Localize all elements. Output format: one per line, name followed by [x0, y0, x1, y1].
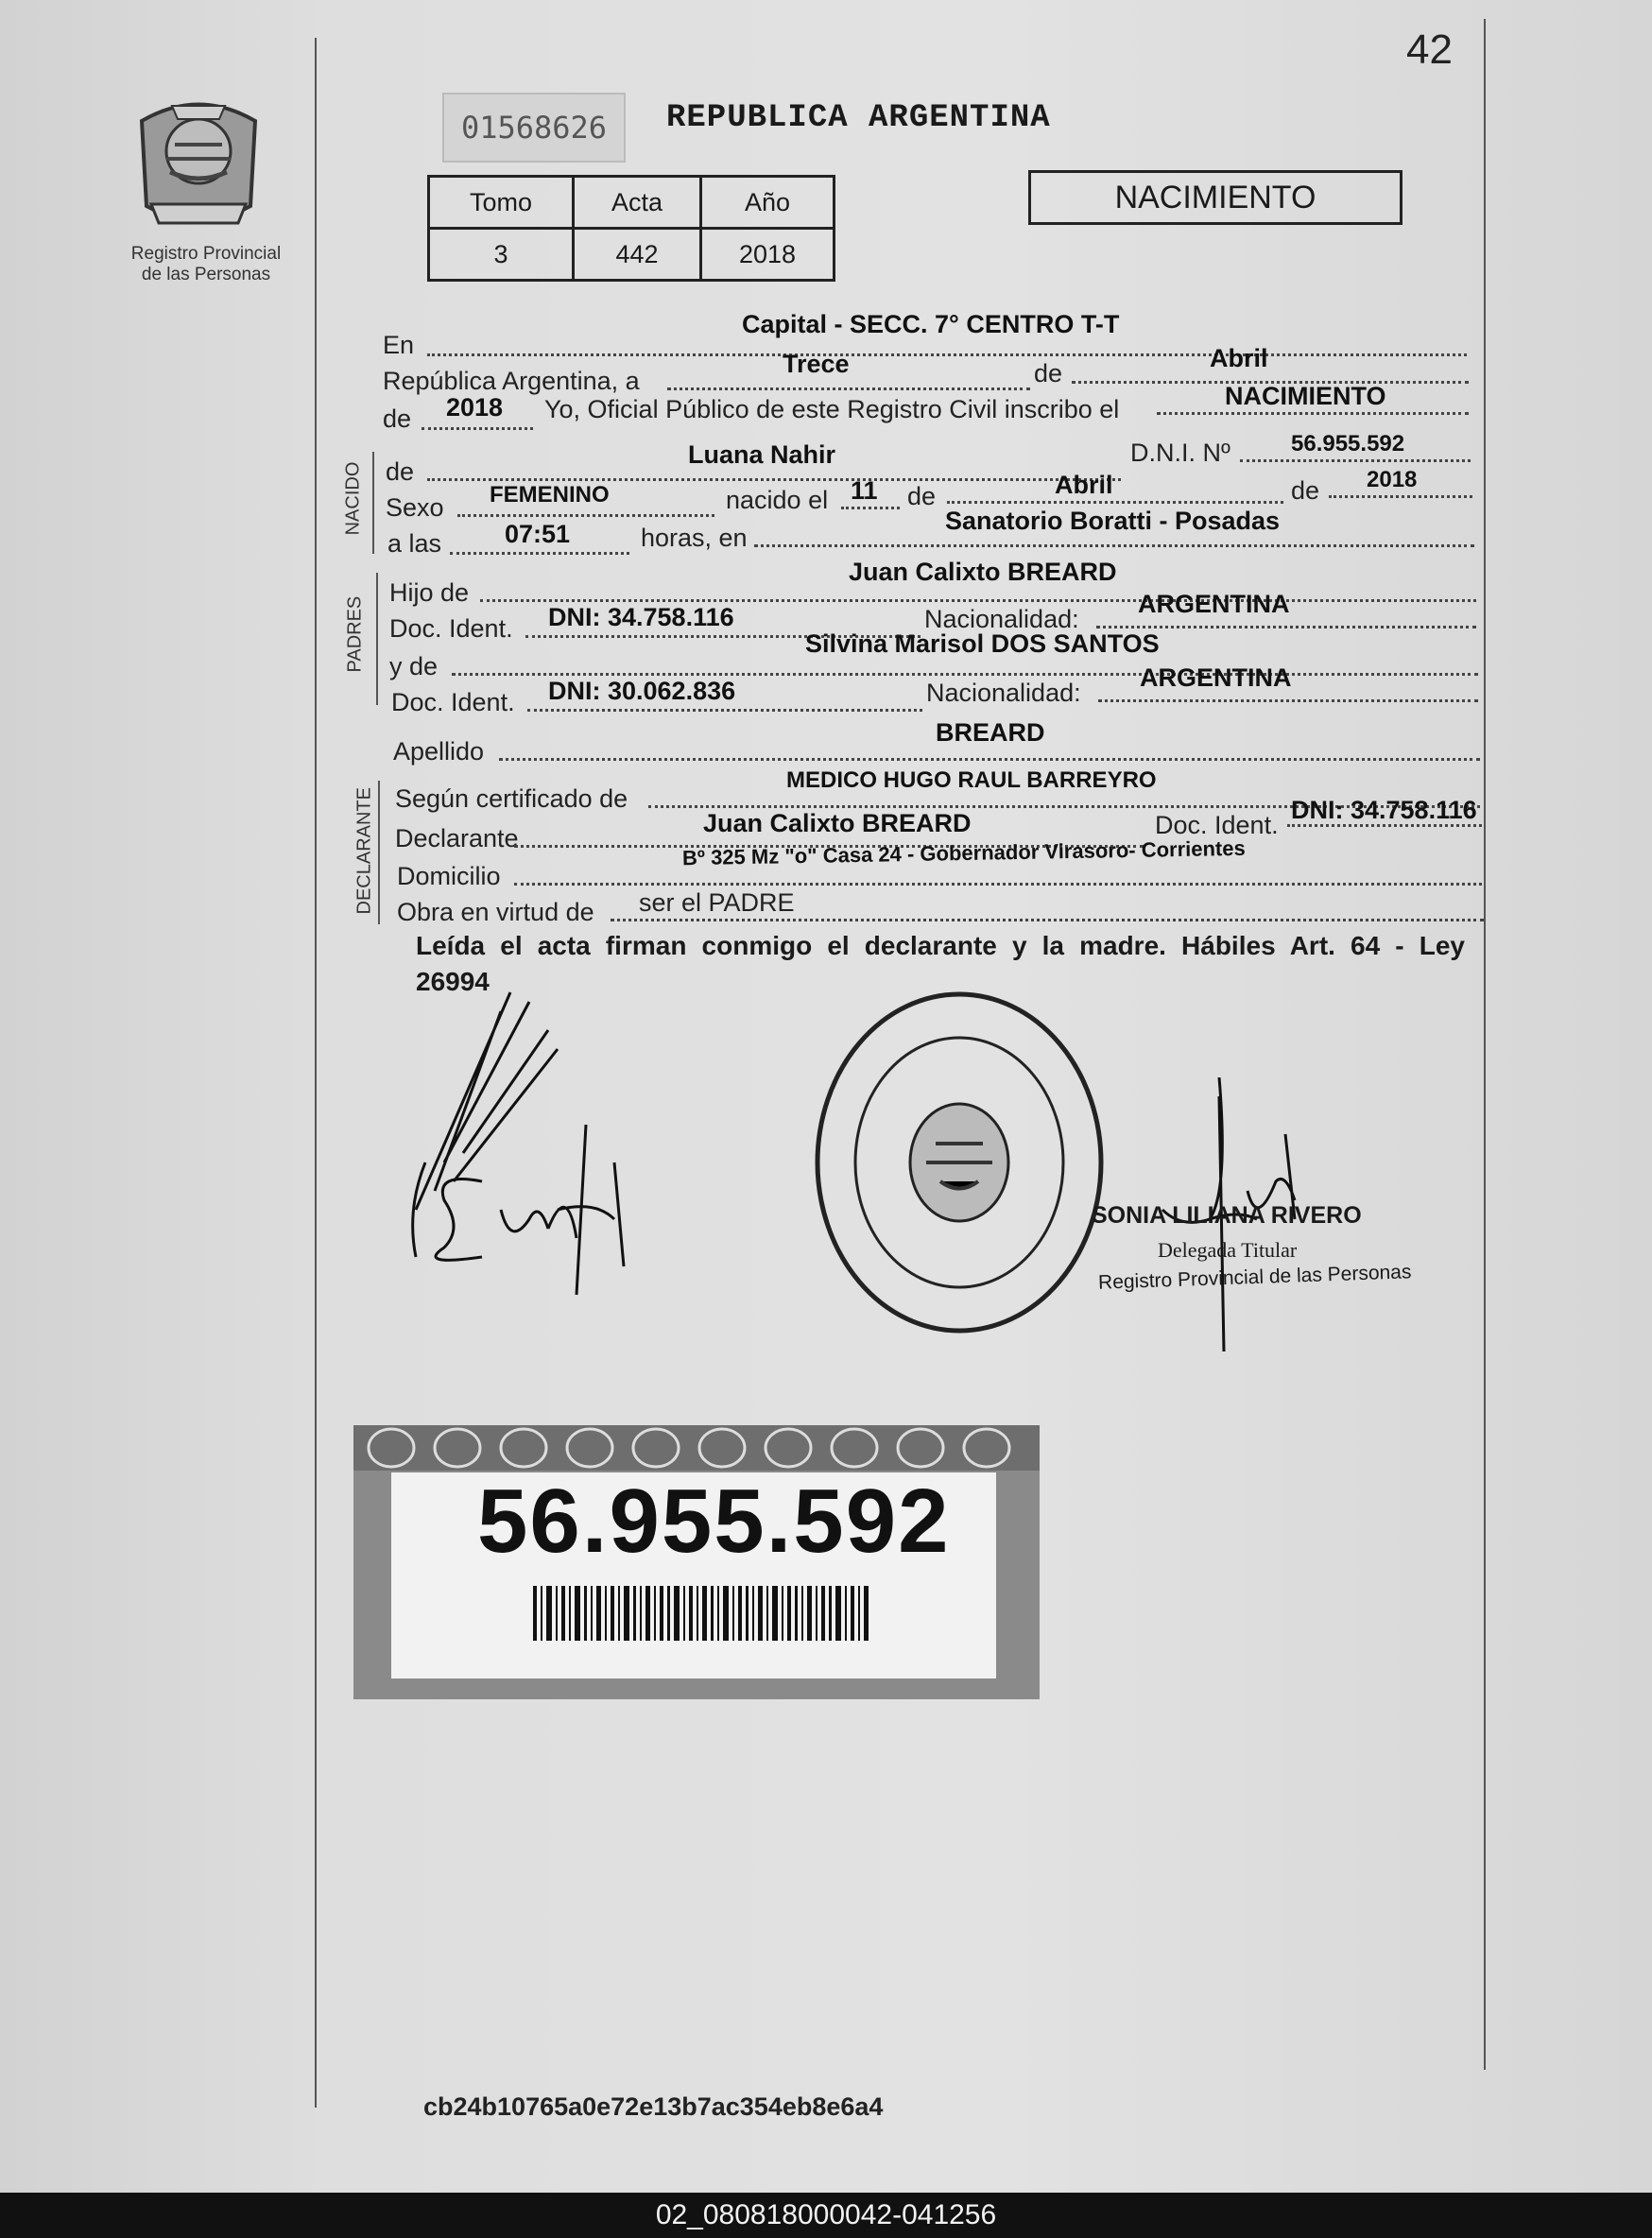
- document-hash: cb24b10765a0e72e13b7ac354eb8e6a4: [423, 2092, 884, 2121]
- tomo-value: 3: [429, 229, 574, 281]
- country-title: REPUBLICA ARGENTINA: [666, 100, 1051, 136]
- mother-signature: [425, 1125, 633, 1314]
- value-lugar-nac: Sanatorio Boratti - Posadas: [945, 507, 1281, 535]
- label-de-year: de: [383, 405, 412, 433]
- label-a-las: a las: [387, 529, 442, 558]
- dotted-line: [427, 478, 1121, 481]
- misiones-crest-emblem: [132, 93, 265, 234]
- value-padre-nac: ARGENTINA: [1138, 590, 1290, 618]
- label-padre-nacionalidad: Nacionalidad:: [924, 605, 1079, 633]
- label-declarante-doc: Doc. Ident.: [1155, 811, 1279, 839]
- value-nombre: Luana Nahir: [688, 440, 836, 469]
- dotted-line: [422, 427, 533, 430]
- value-madre: Silvina Marisol DOS SANTOS: [805, 629, 1160, 658]
- serial-number: 01568626: [442, 93, 626, 163]
- value-declarante-doc: DNI: 34.758.116: [1291, 796, 1477, 824]
- label-de: de: [1034, 359, 1063, 387]
- dotted-line: [754, 544, 1474, 547]
- value-anio: 2018: [446, 393, 504, 422]
- dotted-line: [499, 758, 1480, 761]
- label-horas-en: horas, en: [641, 524, 748, 552]
- stamp-dni-number: 56.955.592: [477, 1471, 951, 1572]
- signer-title: Delegada Titular: [1158, 1238, 1298, 1262]
- dotted-line: [841, 507, 900, 509]
- dotted-line: [450, 552, 629, 555]
- value-declarante: Juan Calixto BREARD: [703, 809, 972, 837]
- left-margin-rule: [315, 38, 317, 2108]
- label-yo-oficial: Yo, Oficial Público de este Registro Civil inscribo el: [544, 395, 1120, 423]
- label-obra-en-virtud: Obra en virtud de: [397, 898, 594, 926]
- dotted-line: [667, 387, 1030, 390]
- value-madre-doc: DNI: 30.062.836: [548, 677, 736, 705]
- value-obra: ser el PADRE: [639, 888, 795, 917]
- label-domicilio: Domicilio: [397, 862, 501, 890]
- tomo-header: Tomo: [429, 177, 574, 229]
- value-dia: Trece: [783, 350, 850, 378]
- dotted-line: [1287, 824, 1482, 827]
- label-padre-doc: Doc. Ident.: [389, 614, 513, 643]
- value-padre-doc: DNI: 34.758.116: [548, 603, 734, 631]
- side-label-declarante: DECLARANTE: [353, 787, 375, 915]
- dotted-line: [1329, 495, 1472, 498]
- dotted-line: [1096, 626, 1476, 628]
- label-madre-nacionalidad: Nacionalidad:: [926, 679, 1081, 707]
- value-sexo: FEMENINO: [490, 482, 610, 508]
- dotted-line: [514, 883, 1482, 886]
- footer-code: 02_080818000042-041256: [0, 2193, 1652, 2238]
- value-inscribo: NACIMIENTO: [1225, 382, 1386, 410]
- nacido-bracket: [372, 452, 374, 554]
- label-dni-no: D.N.I. Nº: [1130, 439, 1230, 467]
- side-label-padres: PADRES: [344, 595, 366, 673]
- dotted-line: [1098, 699, 1478, 702]
- value-apellido: BREARD: [936, 718, 1045, 747]
- dotted-line: [1157, 412, 1469, 415]
- dotted-line: [947, 501, 1283, 504]
- acta-value: 442: [574, 229, 701, 281]
- signer-name: SONIA LILIANA RIVERO: [1092, 1202, 1362, 1229]
- label-de2: de: [907, 482, 937, 510]
- anio-header: Año: [701, 177, 835, 229]
- anio-value: 2018: [701, 229, 835, 281]
- value-dni: 56.955.592: [1291, 431, 1405, 456]
- record-type-box: NACIMIENTO: [1028, 170, 1402, 225]
- acta-header: Acta: [574, 177, 701, 229]
- label-de3: de: [1291, 476, 1320, 505]
- dotted-line: [457, 514, 714, 517]
- label-republica: República Argentina, a: [383, 367, 640, 395]
- right-margin-rule: [1484, 19, 1486, 2070]
- value-lugar: Capital - SECC. 7° CENTRO T-T: [742, 310, 1120, 338]
- dotted-line: [611, 919, 1484, 921]
- dotted-line: [452, 673, 1478, 676]
- label-y-de: y de: [389, 652, 439, 680]
- padres-bracket: [376, 573, 378, 705]
- dotted-line: [1240, 459, 1471, 462]
- label-segun-certificado: Según certificado de: [395, 784, 628, 813]
- label-en: En: [383, 331, 415, 359]
- page-number: 42: [1406, 26, 1453, 73]
- value-certificado: MEDICO HUGO RAUL BARREYRO: [786, 767, 1157, 793]
- registry-label-line2: de las Personas: [141, 265, 271, 284]
- official-seal: [808, 983, 1110, 1342]
- side-label-nacido: NACIDO: [342, 461, 364, 536]
- label-madre-doc: Doc. Ident.: [391, 688, 515, 716]
- closing-statement: Leída el acta firman conmigo el declarante y la madre. Hábiles Art. 64 - Ley 26994: [416, 931, 1465, 996]
- value-nac-mes: Abril: [1055, 471, 1113, 499]
- value-mes: Abril: [1210, 344, 1268, 372]
- declarante-bracket: [378, 781, 380, 924]
- label-nacido-el: nacido el: [726, 486, 829, 514]
- dotted-line: [527, 709, 922, 712]
- registry-label: [112, 244, 301, 285]
- value-domicilio: Bº 325 Mz "o" Casa 24 - Gobernador Virasoro- Corrientes: [681, 835, 1246, 870]
- signer-office: Registro Provincial de las Personas: [1097, 1261, 1412, 1294]
- label-declarante: Declarante: [395, 824, 519, 852]
- value-padre: Juan Calixto BREARD: [849, 558, 1117, 586]
- value-nac-anio: 2018: [1367, 467, 1418, 492]
- label-sexo: Sexo: [386, 493, 444, 522]
- tomo-acta-anio-table: [427, 175, 835, 282]
- label-hijo-de: Hijo de: [389, 578, 470, 607]
- value-hora: 07:51: [505, 520, 571, 548]
- value-nac-dia: 11: [851, 476, 878, 505]
- label-apellido: Apellido: [393, 737, 485, 766]
- value-madre-nac: ARGENTINA: [1140, 663, 1292, 692]
- registry-label-line1: Registro Provincial: [130, 244, 282, 264]
- dotted-line: [480, 599, 1476, 602]
- label-de-name: de: [386, 457, 415, 486]
- dotted-line: [427, 353, 1467, 356]
